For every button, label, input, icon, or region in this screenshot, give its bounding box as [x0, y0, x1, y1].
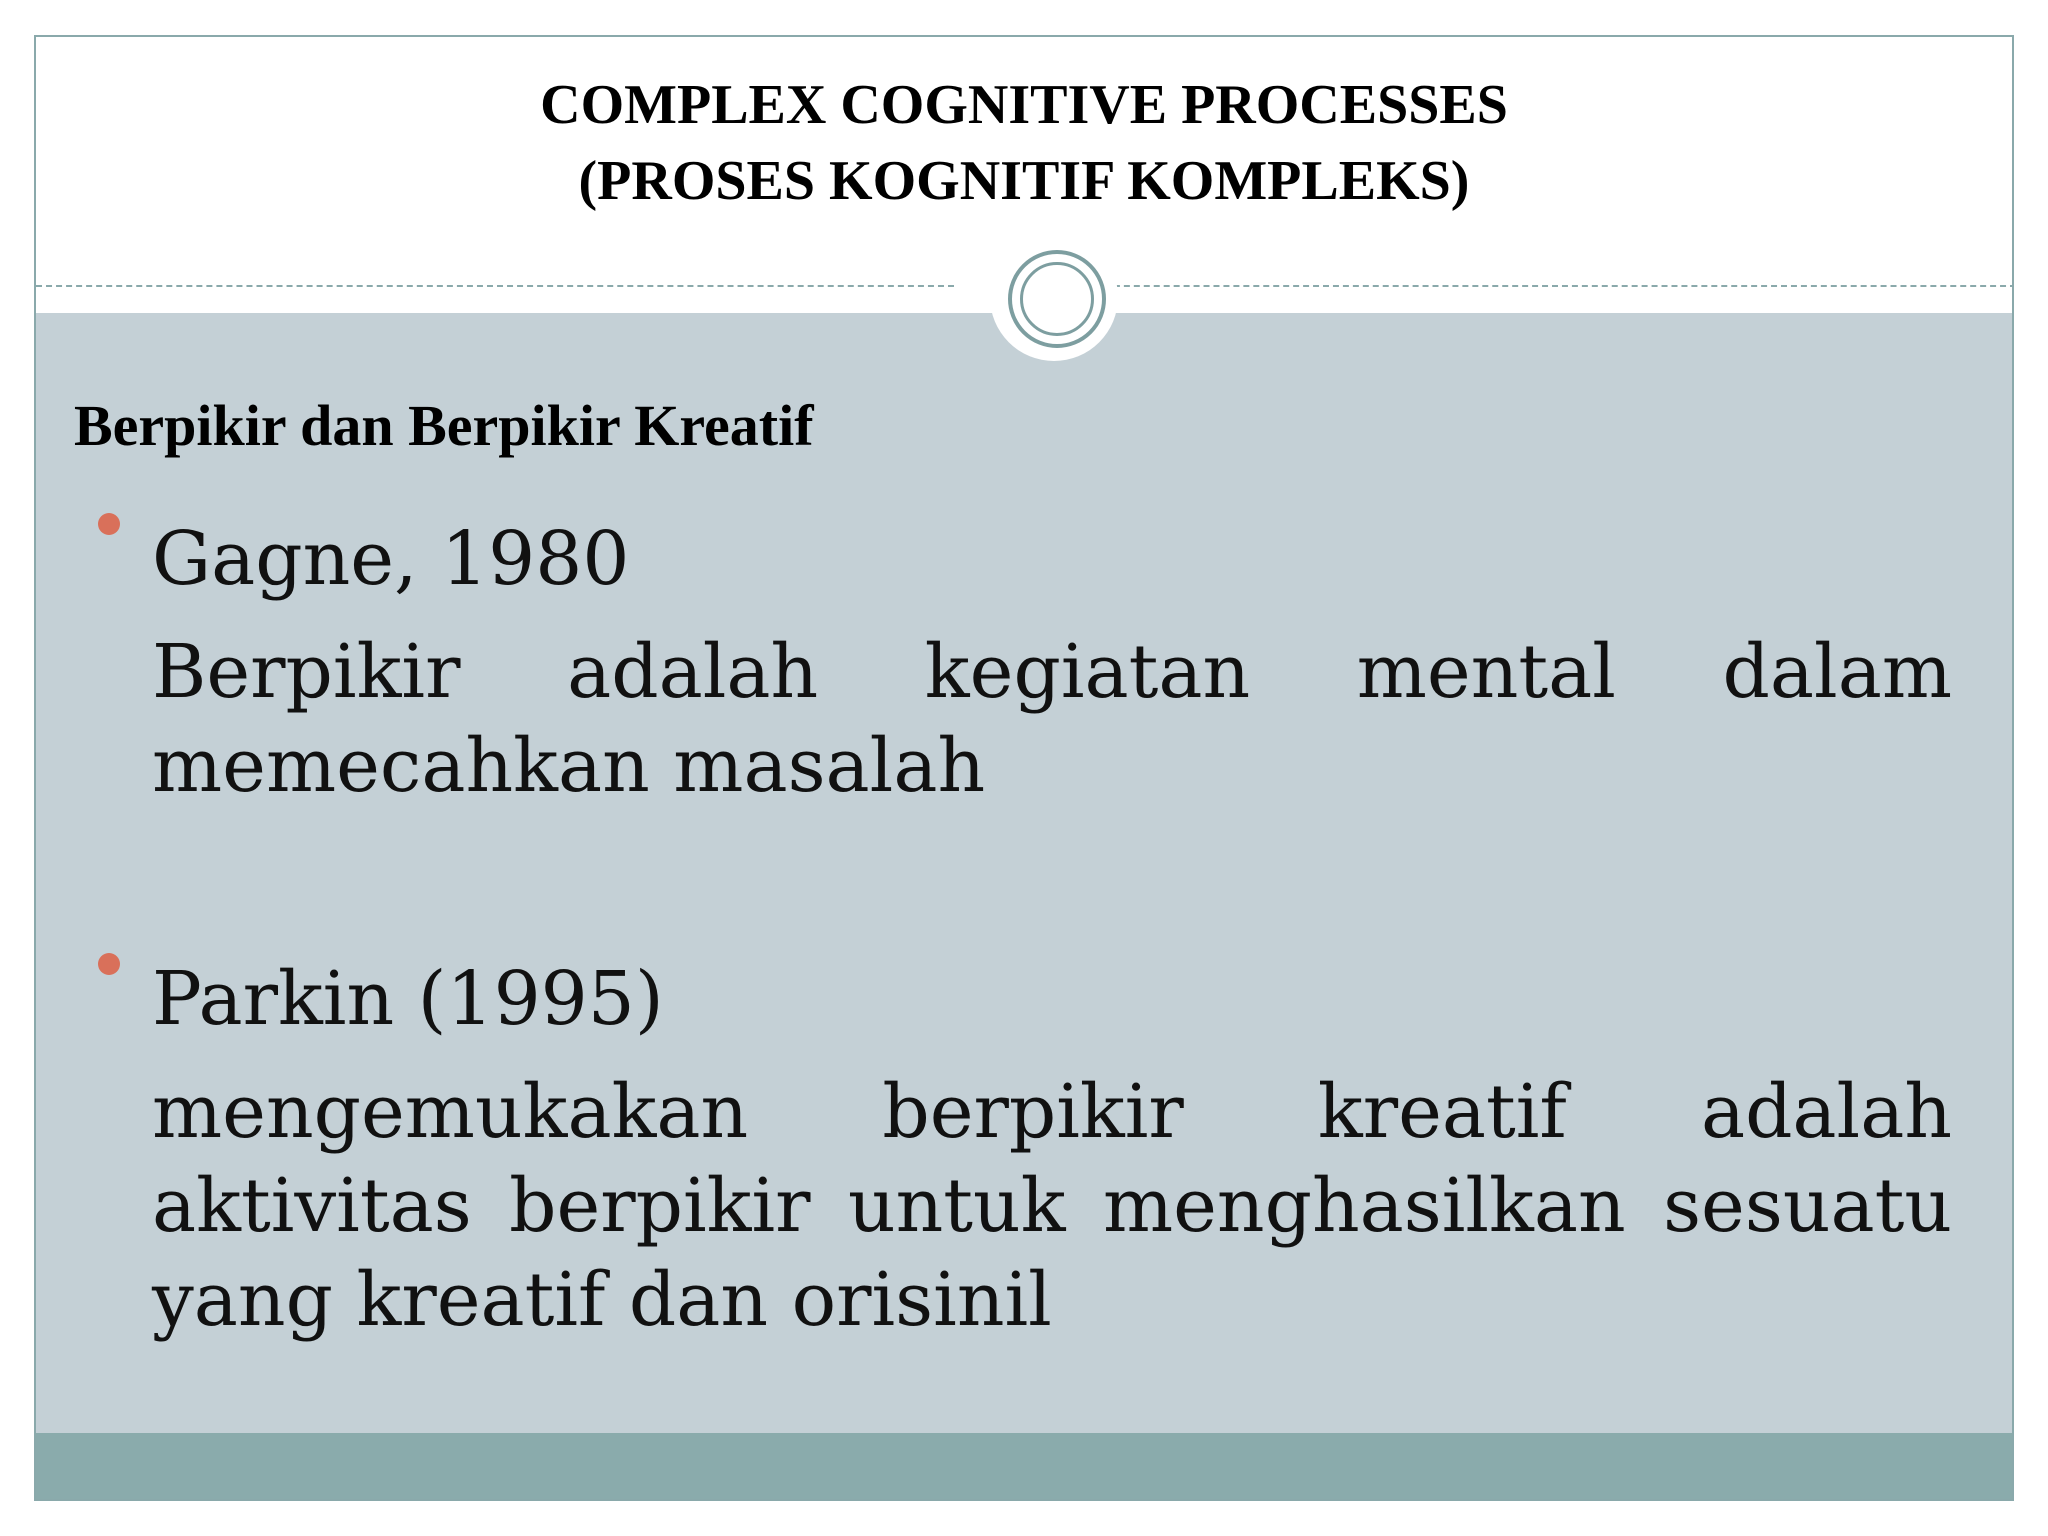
ornament-inner-ring: [1020, 262, 1094, 336]
bullet-body-gagne: Berpikir adalah kegiatan mental dalam memecahkan masalah: [152, 629, 1952, 809]
bullet-heading-parkin: Parkin (1995): [152, 956, 664, 1042]
bullet-heading-gagne: Gagne, 1980: [152, 516, 630, 602]
slide-frame: [34, 35, 2014, 1501]
title-divider-left: [36, 285, 954, 287]
double-ring-circle-icon: [1008, 250, 1106, 348]
slide-title-line-2: (PROSES KOGNITIF KOMPLEKS): [578, 150, 1470, 212]
footer-accent-band: [36, 1433, 2012, 1501]
section-subtitle: Berpikir dan Berpikir Kreatif: [74, 393, 814, 458]
bullet-dot-icon: [98, 953, 120, 975]
slide-title-line-1: COMPLEX COGNITIVE PROCESSES: [540, 74, 1508, 136]
title-divider-right: [1094, 285, 2014, 287]
bullet-dot-icon: [98, 513, 120, 535]
bullet-body-parkin: mengemukakan berpikir kreatif adalah aktivitas berpikir untuk menghasilkan sesuatu yang kreatif dan orisinil: [152, 1069, 1952, 1343]
